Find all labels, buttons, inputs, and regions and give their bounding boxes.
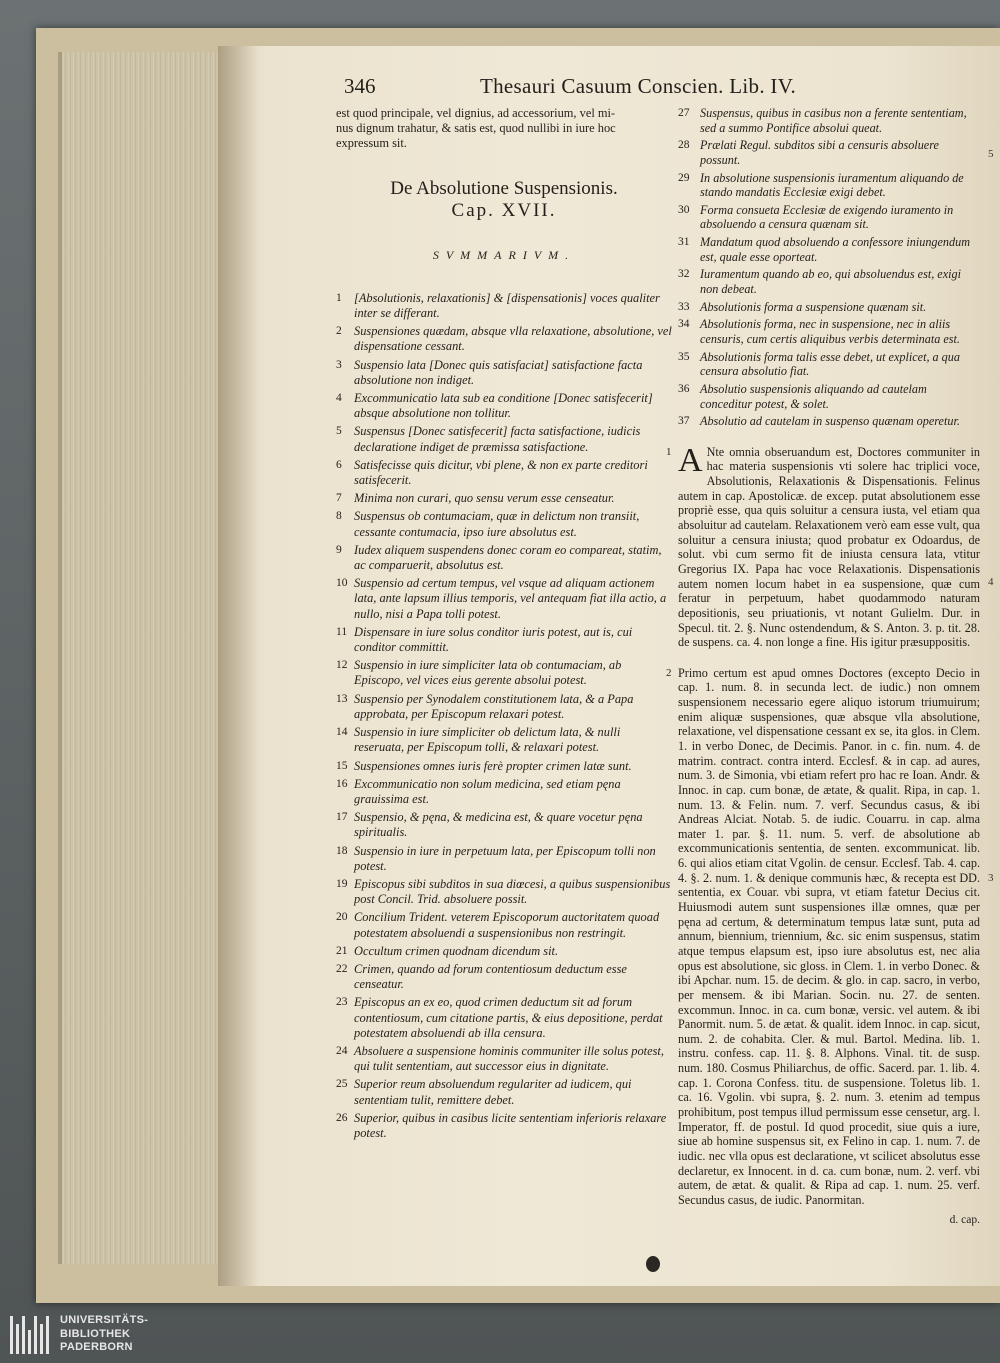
item-text: Occultum crimen quodnam dicendum sit. xyxy=(354,943,559,958)
item-text: Iuramentum quando ab eo, qui absoluendus est, exigi non debeat. xyxy=(700,267,961,297)
library-logo xyxy=(10,1314,210,1358)
page-header xyxy=(340,74,980,106)
page-fore-edge xyxy=(58,52,222,1264)
summarium-item xyxy=(336,810,672,840)
summarium-item xyxy=(336,759,672,774)
intro-line: est quod principale, vel dignius, ad accessorium, vel mi- xyxy=(336,106,616,120)
summarium-item xyxy=(336,391,672,421)
library-logo-text xyxy=(60,1314,148,1355)
margin-mark: 4 xyxy=(988,576,994,588)
item-number: 16 xyxy=(336,777,348,790)
item-number: 12 xyxy=(336,659,348,672)
summarium-item xyxy=(336,424,672,454)
logo-line: UNIVERSITÄTS- xyxy=(60,1314,149,1326)
summarium-item xyxy=(336,692,672,722)
summarium-list xyxy=(336,291,672,1141)
item-number: 33 xyxy=(678,300,690,313)
item-number: 4 xyxy=(336,392,342,405)
summarium-list-continued xyxy=(678,106,980,429)
item-text: Suspensus, quibus in casibus non a ferente sententiam, sed a summo Pontifice absolui queat. xyxy=(700,106,967,135)
item-number: 13 xyxy=(336,692,348,705)
item-number: 37 xyxy=(678,415,690,428)
item-number: 30 xyxy=(678,203,690,216)
summarium-item xyxy=(336,995,672,1041)
margin-mark: 3 xyxy=(988,872,994,884)
summarium-item xyxy=(336,458,672,488)
summarium-item xyxy=(336,358,672,388)
paragraph-text: Primo certum est apud omnes Doctores (excepto Decio in cap. 1. num. 8. in secunda lect. de iudic.) non omnem suspensionem necessario egere aliquo istorum triumuirum; enim aliquæ suspensiones, quæ absque vlla absolutione, relaxatione, vel dispensatione cessant ex se, ita glos. in Clem. 1. in verbo Donec, de Decimis. Panor. in c. fin. num. 4. de matrim. contract. contra interd. Ecclesf. & in cap. ad aures, num. 3. de Simonia, vbi etiam refert pro hac re Ioan. Andr. & Innoc. in cap. cum bonæ, de ætate, & qualit. Ripa, in cap. 1. num. 13. & Felin. num. 7. verf. Secundus casus, & ibi Andreas Alciat. Notab. 5. de iudic. Couarru. in cap. alma mater 1. par. §. 11. num. 5. verf. de absolutione ab excommunicationis sententia, de senten. excommunicat. lib. 6. qui alios etiam citat Vgolin. de censur. Ecclesf. Tab. 4. cap. 4. §. 2. num. 1. & denique communis hæc, & recepta est DD. sententia, ex Couar. vbi supra, vt etiam fatetur Decius cit. Huiusmodi autem sunt suspensiones illæ omnes, quæ per pęna ad certum, & determinatum tempus latæ sunt, puta ad annum, biennium, triennium, &c. sic enim suspensus, statim atque tempus elapsum est, ipso iure absolutus est, nec alia opus est absolutione, sic gloss. in Clem. 1. in verbo Donec. & ibi Apchar. num. 15. de decim. & glo. in cap. sacro, in verbo, per mensem. & ibi Marian. Socin. nu. 27. de senten. excommun. Innoc. in ca. cum bonæ, versic. vel autem. & ibi Panormit. num. 5. de ætat. & qualit. idem Innoc. in cap. sicut, num. 2. de cohabita. Cler. & mul. Bartol. Medina. lib. 1. instru. confess. cap. 11. §. 8. Alphons. Vinal. tit. de susp. num. 180. Cosmus Philiarchus, de offic. Sacerd. par. 1. lib. 4. cap. 1. Corona Confess. titu. de suspensione. Toletus lib. 1. ca. 16. Vgolin. vbi supra, §. 2. num. 3. etenim ad tempus prohibitum, post tempus illud permissum esse censetur, arg. l. Imperator, ff. de postul. Id quod procedit, siue quis a iure, siue ab homine suspensus sit, ex Felino in cap. 1. num. 7. de iudic. nec vlla opus est declaratione, vt scilicet absolutus esse declaretur, ex Innocent. in d. ca. cum bonæ, num. 2. verf. vbi autem, de ætat. & qualit. & Ripa ad cap. 1. num. 25. verf. Secundus casus, de iudic. Panormitan. xyxy=(678,665,980,1207)
item-text: Absolutio ad cautelam in suspenso quænam operetur. xyxy=(700,414,960,429)
summarium-item xyxy=(678,138,980,167)
summarium-item xyxy=(336,1044,672,1074)
summarium-item xyxy=(678,235,980,264)
item-text: [Absolutionis, relaxationis] & [dispensationis] voces qualiter inter se differant. xyxy=(354,290,660,321)
item-text: Absolutionis forma, nec in suspensione, nec in aliis censuris, cum certis aliquibus verbis determinata est. xyxy=(700,317,960,346)
summarium-item xyxy=(336,291,672,321)
item-text: Suspensio ad certum tempus, vel vsque ad aliquam actionem lata, ante lapsum illius temporis, vel antequam fiat illa actio, a nullo, nisi a Papa tolli potest. xyxy=(354,576,667,621)
item-number: 22 xyxy=(336,962,348,975)
summarium-item xyxy=(336,324,672,354)
item-text: Suspensio in iure in perpetuum lata, per Episcopum tolli non potest. xyxy=(354,843,656,873)
item-number: 23 xyxy=(336,996,348,1009)
ink-blot xyxy=(646,1256,660,1272)
summarium-item xyxy=(336,658,672,688)
item-text: Suspensio lata [Donec quis satisfaciat] satisfactione facta absolutione non indiget. xyxy=(354,357,643,387)
gutter-shadow xyxy=(218,46,258,1286)
summarium-item xyxy=(336,962,672,992)
item-text: Absolutionis forma a suspensione quænam sit. xyxy=(700,299,927,314)
item-text: Suspensio, & pęna, & medicina est, & quare vocetur pęna spiritualis. xyxy=(354,810,643,840)
item-text: Excommunicatio lata sub ea conditione [Donec satisfecerit] absque absolutione non tollitur. xyxy=(354,391,653,421)
item-text: Episcopus an ex eo, quod crimen deductum sit ad forum contentiosum, cum citatione partis, & eius depositione, perdat potestatem absoluendi ab illa censura. xyxy=(354,995,663,1040)
item-number: 10 xyxy=(336,577,348,590)
item-number: 21 xyxy=(336,944,348,957)
item-text: Excommunicatio non solum medicina, sed etiam pęna grauissima est. xyxy=(354,776,621,806)
item-number: 18 xyxy=(336,844,348,857)
logo-line: PADERBORN xyxy=(60,1341,133,1353)
item-text: Suspensio in iure simpliciter lata ob contumaciam, ab Episcopo, vel vices eius gerente absolui potest. xyxy=(354,658,622,688)
item-text: Dispensare in iure solus conditor iuris potest, aut is, cui conditor committit. xyxy=(354,624,633,655)
intro-text xyxy=(336,106,672,152)
chapter-body xyxy=(666,441,980,1208)
summarium-item xyxy=(336,944,672,959)
summarium-item xyxy=(678,317,980,346)
item-text: Absolutionis forma talis esse debet, ut explicet, a qua censura absolutio fiat. xyxy=(700,349,960,379)
paragraph-marker: 1 xyxy=(666,445,672,458)
item-text: Satisfecisse quis dicitur, vbi plene, & non ex parte creditori satisfecerit. xyxy=(354,457,648,488)
item-text: Crimen, quando ad forum contentiosum deductum esse censeatur. xyxy=(354,961,627,992)
summarium-item xyxy=(678,267,980,296)
item-text: Episcopus sibi subditos in sua diœcesi, a quibus suspensionibus post Concil. Trid. absoluere possit. xyxy=(354,876,671,907)
item-text: Suspensus [Donec satisfecerit] facta satisfactione, iudicis declaratione indiget de præmissa satisfactione. xyxy=(354,424,641,454)
item-number: 9 xyxy=(336,543,342,556)
summarium-item xyxy=(678,300,980,315)
running-title: Thesauri Casuum Conscien. Lib. IV. xyxy=(480,74,797,98)
summarium-item xyxy=(336,725,672,755)
item-number: 25 xyxy=(336,1078,348,1091)
item-number: 14 xyxy=(336,726,348,739)
item-text: Iudex aliquem suspendens donec coram eo compareat, statim, ac comparuerit, absolutus est. xyxy=(354,542,662,573)
item-text: Minima non curari, quo sensu verum esse censeatur. xyxy=(354,491,615,506)
summarium-item xyxy=(678,203,980,232)
item-number: 35 xyxy=(678,350,690,363)
library-logo-icon xyxy=(10,1316,50,1354)
summarium-item xyxy=(336,910,672,940)
body-paragraph xyxy=(666,665,980,1208)
item-number: 34 xyxy=(678,318,690,331)
summarium-item xyxy=(336,491,672,506)
item-text: Superior reum absoluendum regulariter ad iudicem, qui sententiam tulit, remittere debet. xyxy=(354,1077,632,1107)
item-text: Suspensiones omnes iuris ferè propter crimen latæ sunt. xyxy=(354,758,632,773)
item-text: Superior, quibus in casibus licite sententiam inferioris relaxare potest. xyxy=(354,1110,667,1140)
summarium-item xyxy=(336,625,672,655)
paragraph-text: Nte omnia obseruandum est, Doctores communiter in hac materia suspensionis vti solere hac triplici voce, Absolutionis, Relaxationis & Dispensationis. Felinus autem in cap. Apostolicæ. de excep. putat absolutionem esse propriè esse, qua quis soluitur a censura iusta, vel etiam qua absoluitur ad cautelam. Relaxationem verò eam esse vult, qua soluitur a censura iniusta; quod probatur ex Odoardus, de solut. vbi cum sermo fit de iniusta censura lata, vtitur Gregorius IX. Papa hac voce Relaxationis. Dispensationis autem nomen locum habet in ea suspensione, quæ cum feratur in perpetuum, habet quodammodo naturam depositionis, seu priuationis, vt notant Gulielm. Dur. in Specul. tit. 2. §. Nunc ostendendum, & S. Anton. 3. p. tit. 28. de suspens. ca. 4. non longe a fine. His igitur præsuppositis. xyxy=(678,444,980,650)
body-paragraph xyxy=(666,441,980,650)
item-number: 24 xyxy=(336,1044,348,1057)
item-text: Suspensio in iure simpliciter ob delictum lata, & nulli reseruata, per Episcopum tolli, & relaxari potest. xyxy=(354,725,621,755)
item-number: 5 xyxy=(336,425,342,438)
catchword: d. cap. xyxy=(949,1214,980,1227)
item-text: Suspensio per Synodalem constitutionem lata, & a Papa approbata, per Episcopum relaxari potest. xyxy=(354,691,634,721)
item-number: 2 xyxy=(336,325,342,338)
summarium-item xyxy=(678,414,980,429)
item-number: 26 xyxy=(336,1111,348,1124)
item-number: 6 xyxy=(336,458,342,471)
item-number: 27 xyxy=(678,107,690,119)
drop-initial: A xyxy=(678,441,703,479)
item-number: 15 xyxy=(336,759,348,772)
summarium-item xyxy=(678,382,980,411)
item-number: 29 xyxy=(678,171,690,184)
left-column xyxy=(336,106,672,1144)
intro-line: nus dignum trahatur, & satis est, quod nullibi in iure hoc xyxy=(336,121,616,136)
item-text: Absoluere a suspensione hominis communiter ille solus potest, qui tulit sententiam, aut successor eius in dignitate. xyxy=(354,1043,664,1074)
item-number: 20 xyxy=(336,911,348,924)
summarium-item xyxy=(336,777,672,807)
item-number: 11 xyxy=(336,625,348,638)
summarium-item xyxy=(336,844,672,874)
right-column xyxy=(666,106,980,1228)
summarium-heading: SVMMARIVM. xyxy=(432,247,576,262)
item-text: Mandatum quod absoluendo a confessore iniungendum est, quale esse oporteat. xyxy=(700,235,971,264)
summarium-item xyxy=(678,350,980,379)
item-text: Prælati Regul. subditos sibi a censuris absoluere possunt. xyxy=(700,138,939,167)
chapter-title: De Absolutione Suspensionis. xyxy=(390,177,618,199)
item-number: 1 xyxy=(336,291,342,304)
item-number: 17 xyxy=(336,811,348,824)
item-text: Forma consueta Ecclesiæ de exigendo iuramento in absoluendo a censura quænam sit. xyxy=(700,202,954,232)
item-number: 8 xyxy=(336,510,342,523)
item-text: Absolutio suspensionis aliquando ad cautelam conceditur potest, & solet. xyxy=(700,381,927,411)
item-number: 36 xyxy=(678,382,690,395)
summarium-item xyxy=(678,171,980,200)
item-text: In absolutione suspensionis iuramentum aliquando de stando mandatis Ecclesiæ exigi debet. xyxy=(700,170,964,200)
margin-mark: 5 xyxy=(988,148,994,160)
chapter-number: Cap. XVII. xyxy=(451,199,557,221)
item-number: 31 xyxy=(678,236,690,249)
logo-line: BIBLIOTHEK xyxy=(60,1327,131,1340)
item-number: 19 xyxy=(336,877,348,890)
item-number: 7 xyxy=(336,492,342,505)
summarium-item xyxy=(336,576,672,622)
summarium-item xyxy=(336,1077,672,1107)
summarium-item xyxy=(336,509,672,539)
item-text: Suspensus ob contumaciam, quæ in delictum non transiit, cessante contumacia, ipso iure absolutus est. xyxy=(354,509,640,539)
summarium-item xyxy=(678,106,980,135)
intro-line: expressum sit. xyxy=(336,136,407,151)
summarium-item xyxy=(336,1111,672,1141)
paragraph-marker: 2 xyxy=(666,666,672,679)
item-number: 32 xyxy=(678,268,690,281)
item-number: 28 xyxy=(678,139,690,152)
summarium-item xyxy=(336,543,672,573)
page-number: 346 xyxy=(344,74,376,98)
item-number: 3 xyxy=(336,358,342,371)
item-text: Suspensiones quædam, absque vlla relaxatione, absolutione, vel dispensatione cessant. xyxy=(354,324,672,354)
item-text: Concilium Trident. veterem Episcoporum auctoritatem quoad potestatem absoluendi a suspensionibus non restringit. xyxy=(354,910,660,940)
summarium-item xyxy=(336,877,672,907)
